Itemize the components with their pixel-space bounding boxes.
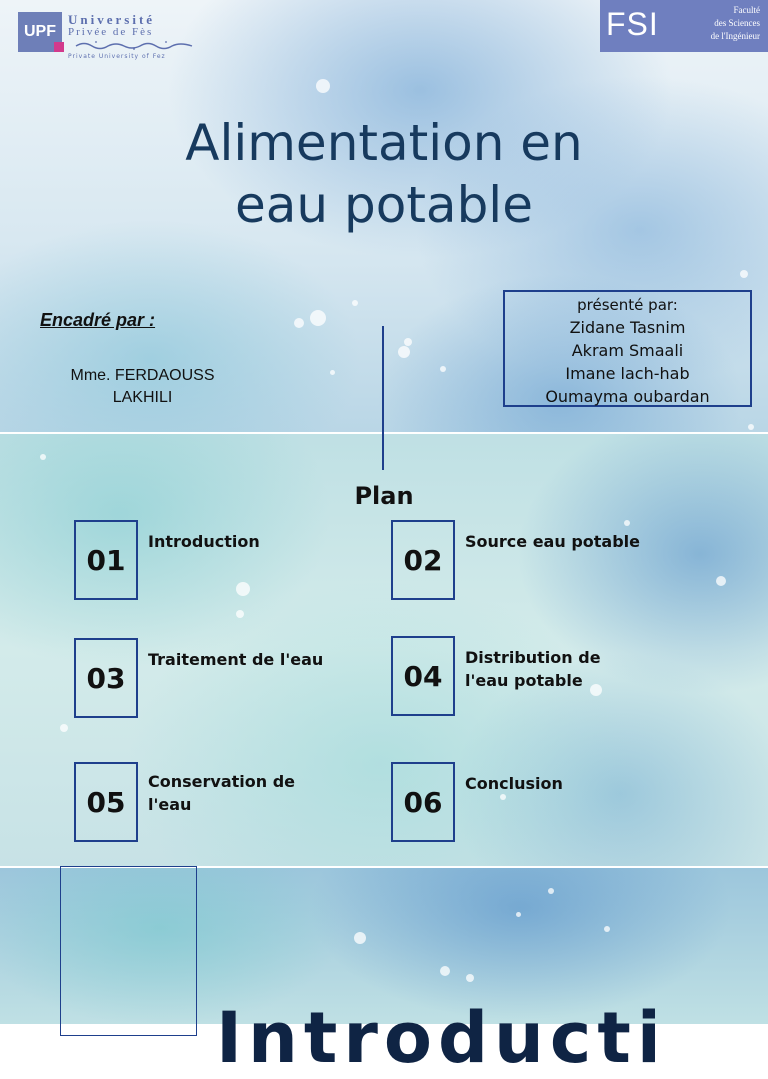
plan-item-number: 03 xyxy=(74,638,138,718)
plan-item-label xyxy=(148,770,295,816)
upf-logo-mark: UPF xyxy=(18,12,62,52)
plan-item-label xyxy=(465,530,640,553)
presenter-name: Zidane Tasnim xyxy=(569,318,686,337)
presenter-name: Imane lach-hab xyxy=(565,364,690,383)
presented-by-label: présenté par: xyxy=(577,296,678,314)
introduction-title: Introducti xyxy=(216,997,667,1079)
title-line-2: eau potable xyxy=(235,176,533,234)
plan-title: Plan xyxy=(354,482,414,510)
plan-item-label-line1: Traitement de l'eau xyxy=(148,650,324,669)
plan-item-label-line1: Conservation de xyxy=(148,772,296,791)
plan-item-label xyxy=(148,530,260,553)
upf-logo xyxy=(18,12,198,60)
plan-item-label-line1: Distribution de xyxy=(465,648,601,667)
fsi-logo xyxy=(600,0,768,52)
plan-item-label xyxy=(465,646,601,692)
upf-logo-accent xyxy=(54,42,64,52)
presenters-box xyxy=(503,290,752,407)
introduction-frame xyxy=(60,866,197,1036)
plan-item-number: 02 xyxy=(391,520,455,600)
plan-item-number: 04 xyxy=(391,636,455,716)
supervisor-name-line-2: LAKHILI xyxy=(112,389,173,406)
upf-arabic-wordmark xyxy=(74,40,194,50)
plan-item-label-line1: Introduction xyxy=(148,532,260,551)
plan-item-label-line1: Conclusion xyxy=(465,774,563,793)
fsi-logo-line3: de l'Ingénieur xyxy=(710,31,760,41)
vertical-divider xyxy=(382,326,384,470)
presenter-name: Oumayma oubardan xyxy=(545,387,710,406)
upf-logo-line1: Université xyxy=(68,12,156,27)
upf-logo-line3: Private University of Fez xyxy=(68,53,166,60)
plan-item-label-line2: l'eau potable xyxy=(465,671,583,690)
supervisor-name xyxy=(30,365,255,409)
title-slide xyxy=(0,0,768,434)
presentation-title xyxy=(84,112,684,236)
plan-slide xyxy=(0,434,768,866)
fsi-logo-line2: des Sciences xyxy=(714,18,760,28)
plan-item-label-line1: Source eau potable xyxy=(465,532,640,551)
plan-item-label-line2: l'eau xyxy=(148,795,192,814)
fsi-logo-line1: Faculté xyxy=(733,5,760,15)
plan-item-label xyxy=(465,772,563,795)
upf-logo-line2: Privée de Fès xyxy=(68,26,154,38)
presenter-name: Akram Smaali xyxy=(571,341,684,360)
plan-item-number: 05 xyxy=(74,762,138,842)
plan-item-number: 06 xyxy=(391,762,455,842)
supervisor-name-line-1: Mme. FERDAOUSS xyxy=(70,367,215,384)
plan-item-number: 01 xyxy=(74,520,138,600)
supervised-by-label: Encadré par : xyxy=(40,310,156,330)
introduction-slide xyxy=(0,868,768,1079)
title-line-1: Alimentation en xyxy=(185,114,583,172)
plan-item-label xyxy=(148,648,323,671)
fsi-logo-letters: FSI xyxy=(606,6,659,42)
